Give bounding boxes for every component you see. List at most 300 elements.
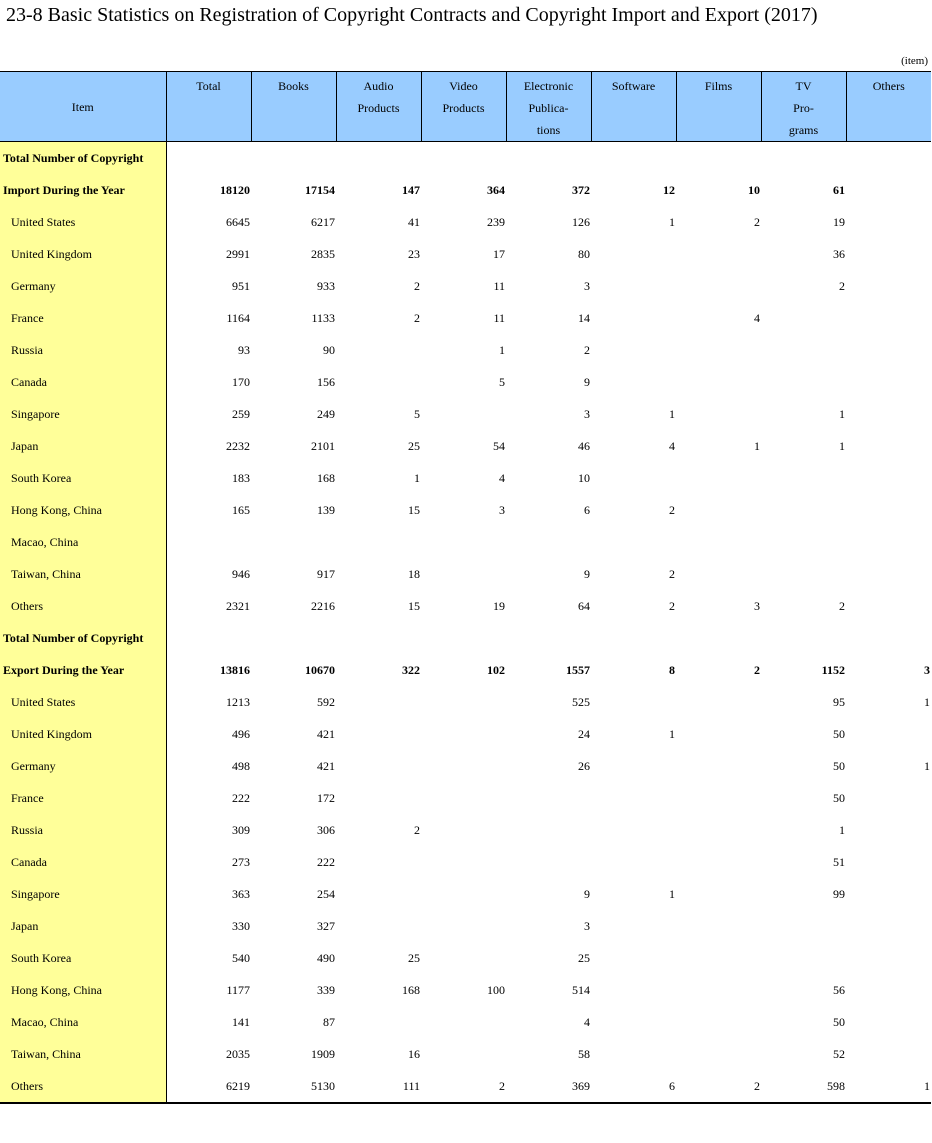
cell-video: 11 [493,310,505,325]
cell-software: 12 [663,182,675,197]
cell-audio: 25 [408,438,420,453]
cell-books: 1133 [311,310,335,325]
row-label: Russia [0,334,166,366]
cell-total: 951 [232,278,250,293]
cell-electronic [506,782,591,814]
cell-books [251,526,336,558]
column-header-line: grams [788,123,819,137]
cell-electronic: 46 [578,438,590,453]
cell-tv: 598 [761,1070,846,1103]
cell-tv [761,302,846,334]
cell-audio [336,686,421,718]
cell-books: 139 [317,502,335,517]
row-label: Macao, China [0,1006,166,1038]
cell-total: 1177 [226,982,250,997]
cell-total: 222 [232,790,250,805]
cell-software [591,462,676,494]
cell-audio: 41 [408,214,420,229]
row-label: Japan [0,430,166,462]
column-header-line: Films [704,79,733,93]
cell-films [676,782,761,814]
cell-others [846,398,931,430]
cell-total: 540 [232,950,250,965]
cell-books: 156 [317,374,335,389]
cell-films [676,526,761,558]
cell-others [846,846,931,878]
row-label: Others [0,1070,166,1103]
cell-audio: 18 [408,566,420,581]
cell-total: 13816 [220,662,250,677]
cell-tv: 2 [839,598,845,613]
cell-books: 421 [317,726,335,741]
cell-tv [761,910,846,942]
cell-total [166,142,251,175]
cell-films [676,142,761,175]
table-row [0,334,931,366]
cell-electronic: 25 [578,950,590,965]
table-row [0,590,931,622]
cell-audio: 322 [402,662,420,677]
table-row [0,782,931,814]
cell-software: 1 [669,886,675,901]
row-label: Singapore [0,878,166,910]
cell-audio [336,334,421,366]
cell-electronic: 24 [578,726,590,741]
cell-others [846,206,931,238]
cell-tv [761,334,846,366]
cell-films [676,1006,761,1038]
cell-books: 10670 [305,662,335,677]
column-header-line: Books [278,79,309,93]
cell-total: 93 [238,342,250,357]
table-row [0,654,931,686]
row-label: United Kingdom [0,238,166,270]
unit-label: (item) [901,55,928,67]
cell-tv [761,142,846,175]
cell-software [591,1006,676,1038]
cell-electronic: 26 [578,758,590,773]
cell-audio [336,526,421,558]
cell-films [676,910,761,942]
column-header-line: Electronic [523,79,574,93]
cell-video: 100 [487,982,505,997]
cell-books: 17154 [305,182,335,197]
cell-electronic [506,814,591,846]
cell-others [846,942,931,974]
row-label: Russia [0,814,166,846]
cell-total: 183 [232,470,250,485]
table-row [0,494,931,526]
cell-total: 363 [232,886,250,901]
cell-tv: 51 [833,854,845,869]
column-header-electronic [506,72,591,142]
cell-video: 11 [493,278,505,293]
row-label: Taiwan, China [0,1038,166,1070]
cell-tv: 2 [839,278,845,293]
cell-total: 141 [232,1014,250,1029]
column-header-line: Products [442,101,485,115]
row-label: Japan [0,910,166,942]
cell-tv [761,622,846,654]
cell-total: 946 [232,566,250,581]
cell-audio [336,142,421,175]
cell-total: 1164 [226,310,250,325]
cell-audio [336,1006,421,1038]
cell-tv: 95 [833,694,845,709]
cell-books: 172 [317,790,335,805]
cell-electronic [506,526,591,558]
cell-total: 496 [232,726,250,741]
table-row [0,270,931,302]
cell-electronic: 9 [584,886,590,901]
cell-films: 4 [754,310,760,325]
cell-films [676,398,761,430]
cell-films: 10 [748,182,760,197]
cell-video [421,398,506,430]
cell-films [676,750,761,782]
table-row [0,206,931,238]
cell-electronic: 1557 [566,662,590,677]
row-label: Import During the Year [0,174,166,206]
cell-audio: 5 [414,406,420,421]
cell-electronic: 525 [572,694,590,709]
cell-total: 259 [232,406,250,421]
column-header-line: Item [71,99,94,114]
table-row [0,974,931,1006]
cell-others: 1 [924,758,930,773]
cell-films [676,334,761,366]
cell-others [846,526,931,558]
cell-video [421,782,506,814]
cell-electronic: 9 [584,374,590,389]
cell-total [166,526,251,558]
cell-books: 2835 [311,246,335,261]
column-header-item [0,72,166,142]
cell-audio: 23 [408,246,420,261]
cell-books: 421 [317,758,335,773]
cell-software: 6 [591,1070,676,1103]
row-label: South Korea [0,942,166,974]
row-label: United Kingdom [0,718,166,750]
cell-tv: 52 [833,1046,845,1061]
cell-others [846,558,931,590]
cell-books: 90 [323,342,335,357]
cell-others: 1 [924,694,930,709]
cell-films [676,494,761,526]
cell-software [591,814,676,846]
cell-others [846,1038,931,1070]
cell-audio: 2 [414,278,420,293]
table-row [0,302,931,334]
cell-electronic: 80 [578,246,590,261]
cell-software [591,974,676,1006]
table-row [0,558,931,590]
cell-electronic: 9 [584,566,590,581]
cell-audio: 1 [414,470,420,485]
cell-electronic: 3 [584,918,590,933]
cell-others [846,718,931,750]
table-row [0,686,931,718]
cell-tv [761,526,846,558]
cell-tv [761,558,846,590]
table-row [0,526,931,558]
cell-others [846,878,931,910]
cell-software: 1 [669,406,675,421]
cell-others [846,238,931,270]
cell-audio [336,366,421,398]
column-header-audio [336,72,421,142]
table-row [0,622,931,654]
cell-tv: 1 [839,822,845,837]
column-header-films [676,72,761,142]
cell-tv: 50 [833,790,845,805]
cell-video: 1 [499,342,505,357]
cell-total: 2035 [226,1046,250,1061]
cell-tv [761,942,846,974]
cell-software: 4 [669,438,675,453]
cell-video: 4 [499,470,505,485]
cell-software [591,622,676,654]
cell-video: 54 [493,438,505,453]
cell-electronic [506,142,591,175]
column-header-line: Audio [363,79,394,93]
cell-audio: 2 [414,310,420,325]
cell-software: 1 [669,726,675,741]
cell-total: 6645 [226,214,250,229]
cell-tv [761,494,846,526]
cell-books: 2216 [311,598,335,613]
cell-electronic: 369 [506,1070,591,1103]
table-row [0,142,931,175]
cell-software: 2 [669,502,675,517]
cell-audio: 147 [402,182,420,197]
table-row [0,846,931,878]
cell-books: 222 [317,854,335,869]
cell-films [676,238,761,270]
column-header-books [251,72,336,142]
cell-films: 2 [676,1070,761,1103]
cell-audio [336,750,421,782]
cell-software [591,1038,676,1070]
cell-video: 3 [499,502,505,517]
cell-video: 364 [487,182,505,197]
cell-software [591,270,676,302]
cell-software [591,302,676,334]
cell-software: 1 [669,214,675,229]
cell-electronic: 64 [578,598,590,613]
cell-tv: 99 [833,886,845,901]
cell-others: 1 [846,1070,931,1103]
cell-films [676,942,761,974]
column-header-line: Video [449,79,478,93]
cell-video [421,622,506,654]
cell-others [846,814,931,846]
table-body [0,142,931,1104]
cell-total: 165 [232,502,250,517]
cell-films [676,974,761,1006]
row-label: Hong Kong, China [0,494,166,526]
cell-audio: 16 [408,1046,420,1061]
cell-tv: 36 [833,246,845,261]
cell-others [846,302,931,334]
cell-video [421,718,506,750]
cell-electronic: 514 [572,982,590,997]
cell-audio: 15 [408,502,420,517]
cell-others [846,494,931,526]
cell-software [591,910,676,942]
column-header-line: Total [196,79,221,93]
cell-software: 8 [669,662,675,677]
table-row [0,1070,931,1103]
cell-electronic: 6 [584,502,590,517]
cell-total: 498 [232,758,250,773]
cell-books: 87 [323,1014,335,1029]
row-label: Canada [0,366,166,398]
column-header-line: Software [611,79,656,93]
cell-software [591,750,676,782]
cell-books: 917 [317,566,335,581]
cell-books: 490 [317,950,335,965]
column-header-line: Others [872,79,905,93]
row-label: Singapore [0,398,166,430]
column-header-tv [761,72,846,142]
cell-video [421,686,506,718]
cell-tv [761,462,846,494]
row-label: United States [0,206,166,238]
cell-tv: 1 [839,438,845,453]
row-label: United States [0,686,166,718]
row-label: Hong Kong, China [0,974,166,1006]
cell-others [846,334,931,366]
cell-books: 5130 [251,1070,336,1103]
header-row [0,72,931,142]
cell-electronic [506,846,591,878]
cell-books: 168 [317,470,335,485]
cell-total [166,622,251,654]
cell-software: 2 [669,566,675,581]
cell-electronic: 126 [572,214,590,229]
cell-tv: 1152 [821,662,845,677]
cell-video [421,750,506,782]
cell-video [421,558,506,590]
cell-total: 2232 [226,438,250,453]
cell-films [676,814,761,846]
column-header-others [846,72,931,142]
cell-video: 19 [493,598,505,613]
table-header [0,72,931,142]
row-label: Macao, China [0,526,166,558]
cell-films: 3 [754,598,760,613]
cell-films: 2 [754,214,760,229]
cell-others [846,174,931,206]
cell-video [421,1006,506,1038]
cell-audio [336,718,421,750]
cell-video: 2 [421,1070,506,1103]
page-title: 23-8 Basic Statistics on Registration of Copyright Contracts and Copyright Import and Export (2017) [6,4,818,26]
cell-audio [336,782,421,814]
cell-audio: 25 [408,950,420,965]
cell-video [421,1038,506,1070]
cell-films: 2 [754,662,760,677]
row-label: Taiwan, China [0,558,166,590]
cell-books [251,622,336,654]
table-row [0,398,931,430]
row-label: France [0,782,166,814]
cell-audio [336,622,421,654]
cell-video: 17 [493,246,505,261]
row-label: France [0,302,166,334]
cell-audio: 2 [414,822,420,837]
table-row [0,1038,931,1070]
cell-films [676,1038,761,1070]
cell-others [846,974,931,1006]
table-row [0,910,931,942]
cell-films [676,878,761,910]
table-row [0,430,931,462]
cell-software [591,526,676,558]
cell-video [421,142,506,175]
cell-total: 170 [232,374,250,389]
row-label: South Korea [0,462,166,494]
cell-others [846,142,931,175]
cell-software [591,846,676,878]
cell-films [676,846,761,878]
cell-audio [336,878,421,910]
cell-books: 327 [317,918,335,933]
cell-films [676,622,761,654]
cell-films [676,270,761,302]
cell-others: 3 [924,662,930,677]
cell-tv: 50 [833,726,845,741]
cell-books [251,142,336,175]
table-row [0,462,931,494]
table-row [0,878,931,910]
row-label: Germany [0,750,166,782]
cell-total: 2321 [226,598,250,613]
cell-others [846,910,931,942]
row-label: Germany [0,270,166,302]
column-header-line: Publica- [528,101,569,115]
cell-video [421,526,506,558]
cell-total: 1213 [226,694,250,709]
cell-video [421,878,506,910]
cell-others [846,590,931,622]
cell-video: 5 [499,374,505,389]
column-header-software [591,72,676,142]
row-label: Canada [0,846,166,878]
cell-others [846,462,931,494]
cell-electronic: 2 [584,342,590,357]
cell-software [591,942,676,974]
cell-total: 6219 [166,1070,251,1103]
cell-software [591,238,676,270]
table-row [0,238,931,270]
cell-books: 249 [317,406,335,421]
row-label: Total Number of Copyright [0,622,166,654]
cell-others [846,622,931,654]
column-header-line: Pro- [793,101,814,115]
table-row [0,814,931,846]
cell-video: 102 [487,662,505,677]
cell-software [591,686,676,718]
cell-video: 239 [487,214,505,229]
cell-audio: 111 [336,1070,421,1103]
cell-software: 2 [669,598,675,613]
cell-total: 309 [232,822,250,837]
cell-electronic: 58 [578,1046,590,1061]
row-label: Others [0,590,166,622]
cell-total: 330 [232,918,250,933]
